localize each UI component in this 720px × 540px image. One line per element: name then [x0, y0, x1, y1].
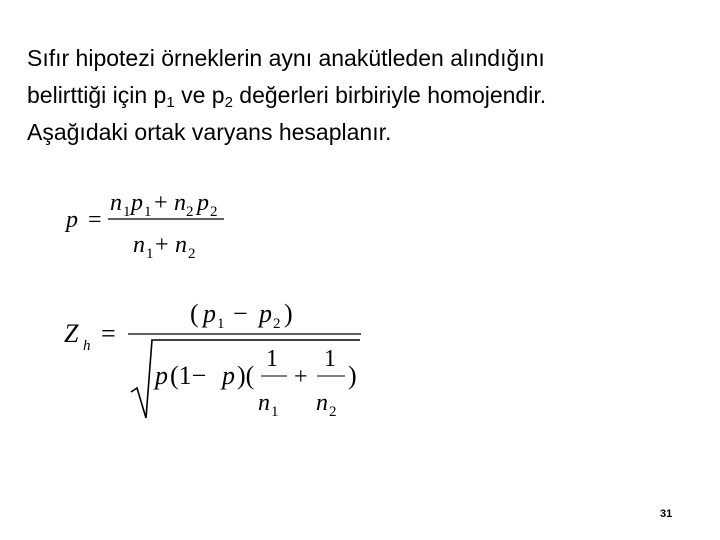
num-n2-sub: 2	[186, 204, 194, 220]
den-plus: +	[155, 232, 169, 258]
num-p2-sub: 2	[210, 204, 218, 220]
num-p1: p	[131, 190, 143, 216]
formula-z-sub: h	[83, 338, 91, 354]
formula-z-equals: =	[101, 319, 116, 348]
text-line-1: Sıfır hipotezi örneklerin aynı anakütleden alındığını	[27, 45, 545, 71]
z-n1: n	[258, 390, 270, 416]
z-den-close: )	[348, 361, 357, 390]
z-num-p1-sub: 1	[217, 316, 225, 332]
z-num-minus: −	[233, 299, 248, 328]
text-line-3: Aşağıdaki ortak varyans hesaplanır.	[27, 119, 392, 145]
z-den-p: p	[155, 361, 168, 390]
z-num-close: )	[284, 299, 293, 328]
den-n2-sub: 2	[188, 246, 196, 262]
den-n1-sub: 1	[146, 246, 154, 262]
num-n2: n	[174, 190, 186, 216]
subscript-2: 2	[224, 94, 233, 111]
z-n2-sub: 2	[329, 404, 337, 420]
formula-z-lhs: Z	[64, 319, 79, 348]
z-den-p-inner: p	[222, 361, 235, 390]
den-n1: n	[133, 232, 145, 258]
z-num-p1: p	[203, 299, 216, 328]
text-line-2-start: belirttiği için p	[27, 82, 167, 108]
num-plus: +	[154, 190, 168, 216]
page-number: 31	[660, 508, 673, 520]
pooled-proportion-formula	[64, 190, 224, 262]
den-n2: n	[175, 232, 187, 258]
z-n2: n	[316, 390, 328, 416]
z-n1-sub: 1	[271, 404, 279, 420]
text-line-2-end: değerleri birbiriyle homojendir.	[232, 82, 547, 108]
text-line-2-middle: ve p	[174, 82, 225, 108]
formula-p-lhs: p	[66, 207, 78, 233]
z-den-close-open: )(	[237, 361, 255, 390]
num-n1-sub: 1	[123, 204, 131, 220]
z-num-p2-sub: 2	[273, 316, 281, 332]
z-statistic-formula	[64, 299, 361, 420]
subscript-1: 1	[166, 94, 175, 111]
z-one-a: 1	[266, 346, 278, 372]
num-p1-sub: 1	[144, 204, 152, 220]
z-plus: +	[294, 364, 308, 390]
formula-p-equals: =	[88, 207, 102, 233]
num-n1: n	[110, 190, 122, 216]
z-one-b: 1	[324, 346, 336, 372]
z-den-paren: (1−	[170, 361, 207, 390]
num-p2: p	[197, 190, 209, 216]
z-num-open: (	[190, 299, 199, 328]
z-num-p2: p	[259, 299, 272, 328]
